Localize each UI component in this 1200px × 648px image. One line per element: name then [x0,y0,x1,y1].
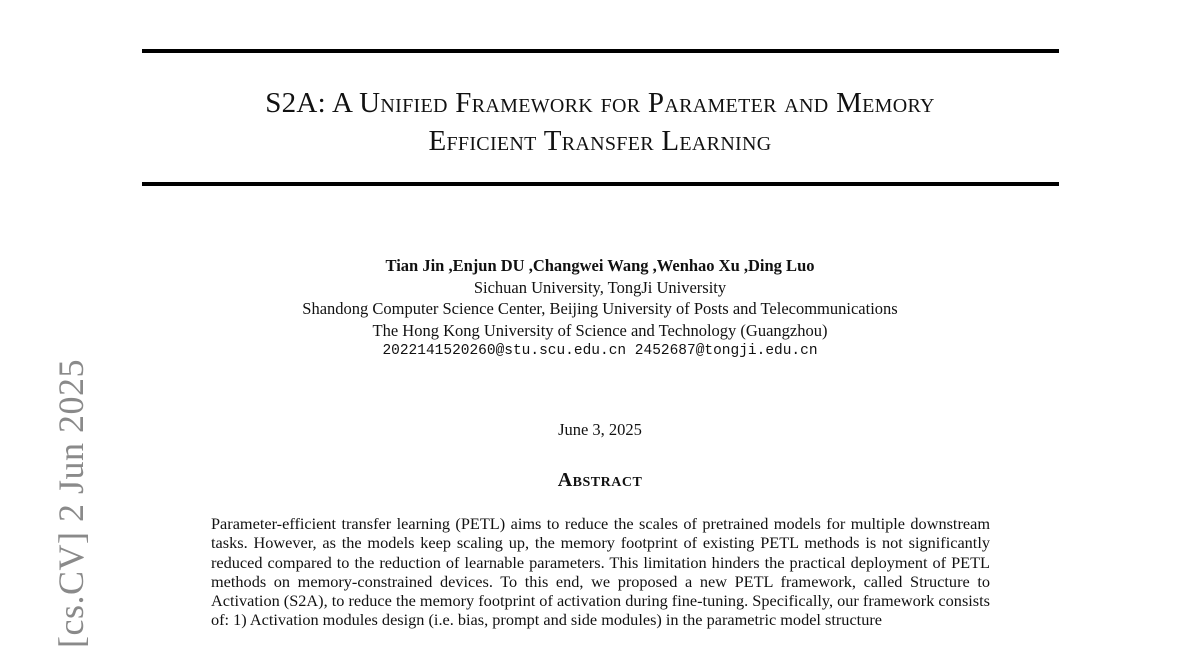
title-top-rule [142,49,1059,53]
arxiv-side-stamp: [cs.CV] 2 Jun 2025 [51,359,91,648]
abstract-body: Parameter-efficient transfer learning (PETL) aims to reduce the scales of pretrained models for multiple downstream tasks. However, as the models keep scaling up, the memory footprint of existing PETL methods is not significantly reduced compared to the reduction of learnable parameters. This limitation hinders the practical deployment of PETL methods on memory-constrained devices. To this end, we proposed a new PETL framework, called Structure to Activation (S2A), to reduce the memory footprint of activation during fine-tuning. Specifically, our framework consists of: 1) Activation modules design (i.e. bias, prompt and side modules) in the parametric model structure [211,514,990,630]
affiliation-1: Sichuan University, TongJi University [473,277,727,297]
author-names: Tian Jin ,Enjun DU ,Changwei Wang ,Wenhao Xu ,Ding Luo [385,256,815,275]
affiliation-3: The Hong Kong University of Science and Technology (Guangzhou) [372,320,828,340]
paper-title [100,84,1100,160]
title-line-1: S2A: A Unified Framework for Parameter and Memory [265,87,935,119]
author-emails: 2022141520260@stu.scu.edu.cn 2452687@tongji.edu.cn [382,343,818,359]
title-line-2: Efficient Transfer Learning [428,125,772,157]
paper-date: June 3, 2025 [558,420,642,439]
author-block [100,255,1100,363]
title-bottom-rule [142,182,1059,186]
affiliation-2: Shandong Computer Science Center, Beijing University of Posts and Telecommunications [302,299,898,318]
abstract-heading: Abstract [557,469,643,491]
